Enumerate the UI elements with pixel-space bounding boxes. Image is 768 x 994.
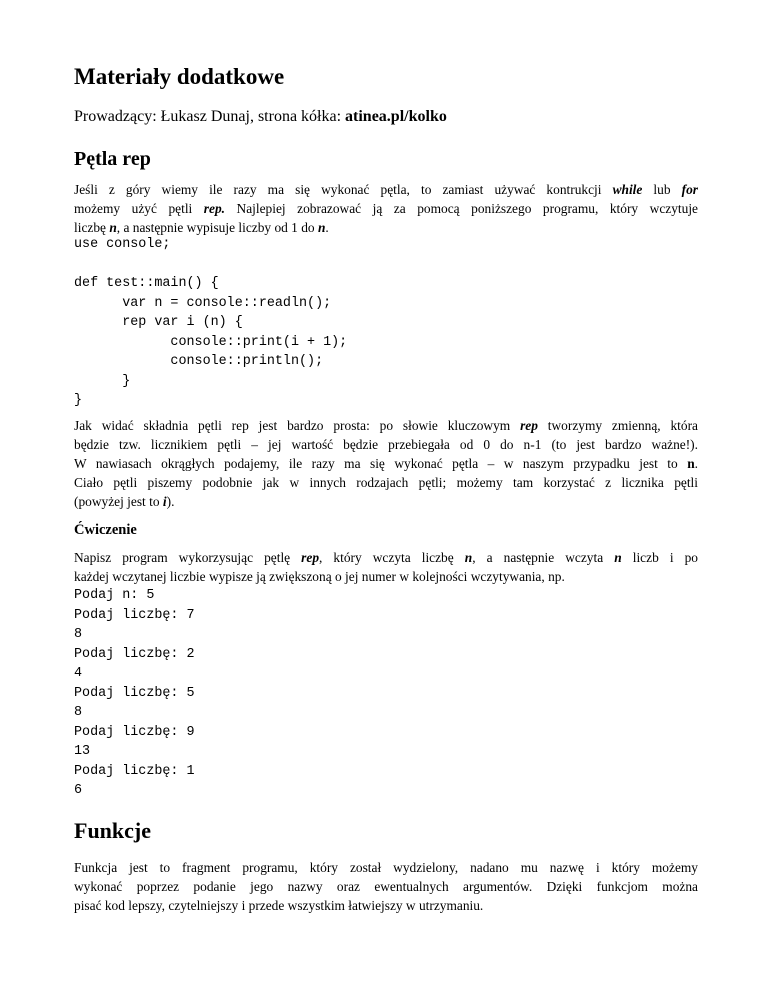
output-line: 8: [74, 705, 83, 720]
code-line: [74, 255, 347, 275]
output-line: Podaj liczbę: 1: [74, 763, 195, 779]
text-line: każdej wczytanej liczbie wypisze ją zwiększoną o jej numer w kolejności wczytywania, np.: [74, 569, 565, 584]
text-line: Jak widać składnia pętli rep jest bardzo prosta: po słowie kluczowym rep tworzymy zmienną, która: [74, 418, 699, 433]
rep-explain-paragraph: [74, 416, 698, 511]
code-line: }: [74, 393, 83, 408]
exercise-paragraph: [74, 548, 698, 586]
text-line: wykonać poprzez podanie jego nazwy oraz ewentualnych argumentów. Dzięki funkcjom można: [74, 879, 698, 894]
output-line: Podaj liczbę: 2: [74, 646, 195, 662]
rep-intro-paragraph: [74, 180, 698, 237]
text-line: Napisz program wykorzysując pętlę rep, który wczyta liczbę n, a następnie wczyta n liczb i po: [74, 550, 698, 565]
byline-text: Prowadzący: Łukasz Dunaj, strona kółka:: [74, 108, 346, 125]
code-line: use console;: [74, 237, 171, 252]
page-title: Materiały dodatkowe: [74, 64, 285, 89]
output-line: 8: [74, 627, 83, 642]
output-line: 4: [74, 666, 83, 681]
byline: [74, 108, 447, 126]
code-line: console::println();: [74, 354, 324, 369]
text-line: możemy użyć pętli rep. Najlepiej zobrazować ją za pomocą poniższego programu, który wczytuje: [74, 201, 698, 216]
functions-paragraph: [74, 858, 698, 915]
code-line: }: [74, 373, 131, 389]
text-line: Funkcja jest to fragment programu, który został wydzielony, nadano mu nazwę i który możemy: [74, 860, 698, 875]
section-heading-functions: Funkcje: [74, 818, 151, 843]
output-line: 13: [74, 744, 91, 759]
code-line: def test::main() {: [74, 276, 219, 291]
output-line: Podaj liczbę: 7: [74, 607, 195, 623]
club-link[interactable]: atinea.pl/kolko: [345, 108, 447, 125]
code-line: var n = console::readln();: [74, 295, 332, 311]
output-line: 6: [74, 783, 83, 798]
text-line: (powyżej jest to i).: [74, 494, 175, 509]
output-line: Podaj liczbę: 5: [74, 685, 195, 701]
code-listing: [74, 235, 347, 411]
exercise-heading: Ćwiczenie: [74, 522, 137, 538]
section-heading-rep: Pętla rep: [74, 148, 151, 170]
text-line: Ciało pętli piszemy podobnie jak w innych rodzajach pętli; możemy tam korzystać z licznika pętli: [74, 475, 698, 490]
output-line: Podaj n: 5: [74, 588, 155, 603]
text-line: W nawiasach okrągłych podajemy, ile razy ma się wykonać pętla – w naszym przypadku jest to n.: [74, 456, 698, 471]
code-line: console::print(i + 1);: [74, 334, 348, 350]
output-line: Podaj liczbę: 9: [74, 724, 195, 740]
text-line: liczbę n, a następnie wypisuje liczby od 1 do n.: [74, 220, 329, 235]
code-line: rep var i (n) {: [74, 315, 243, 330]
example-output: [74, 586, 195, 801]
text-line: Jeśli z góry wiemy ile razy ma się wykonać pętla, to zamiast używać kontrukcji while lub for: [74, 182, 698, 197]
text-line: pisać kod lepszy, czytelniejszy i przede wszystkim łatwiejszy w utrzymaniu.: [74, 898, 484, 913]
text-line: będzie tzw. licznikiem pętli – jej wartość będzie przebiegała od 0 do n-1 (to jest bardzo ważne!).: [74, 437, 698, 452]
